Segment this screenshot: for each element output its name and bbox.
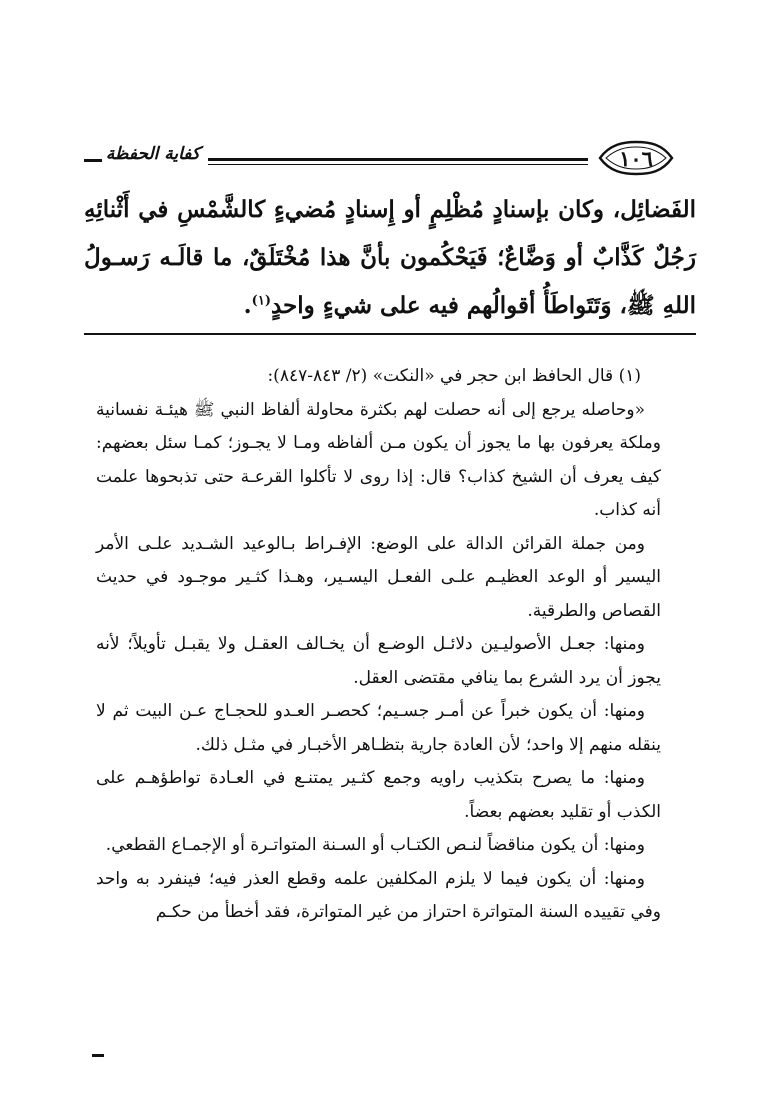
- header-rule: [208, 158, 588, 161]
- footnote-paragraph: ومن جملة القرائن الدالة على الوضع: الإفـراط بـالوعيد الشـديد علـى الأمر اليسير أو الوعد العظيـم علـى الفعـل اليسـير، وهـذا كثـير موجـود في حديث القصاص والطرقية.: [96, 533, 661, 621]
- book-title: كفاية الحفظة: [105, 144, 200, 164]
- header-dash: [84, 159, 102, 162]
- main-text: [84, 186, 696, 330]
- continuation-mark: [92, 1054, 104, 1057]
- footnotes: [96, 360, 661, 930]
- page-number: ١٠٦: [619, 146, 653, 171]
- footnote-paragraph: ومنها: أن يكون خبراً عن أمـر جسـيم؛ كحصـر العـدو للحجـاج عـن البيت ثم لا ينقله منهم إلا واحد؛ لأن العادة جارية بتظـاهر الأخبـار في مثـل ذلك.: [96, 701, 661, 755]
- footnote-paragraph: ومنها: ما يصرح بتكذيب راويه وجمع كثـير يمتنـع في العـادة تواطؤهـم على الكذب أو تقليد بعضهم بعضاً.: [96, 768, 661, 822]
- footnote-paragraph: ومنها: أن يكون مناقضاً لنـص الكتـاب أو السـنة المتواتـرة أو الإجمـاع القطعي.: [105, 835, 645, 855]
- main-paragraph-text: الفَضائِل، وكان بإسنادٍ مُظْلِمٍ أو إِسنادٍ مُضيءٍ كالشَّمْسِ في أَثْنائِهِ رَجُلٌ كَذَّابٌ أو وَضَّاعٌ؛ فَيَحْكُمون بأنَّ هذا مُخْتَلَقٌ، ما قالَـه رَسـولُ اللهِ ﷺ، وَتَتَواطَأُ أقوالُهم فيه على شيءٍ واحدٍ: [84, 196, 696, 319]
- page-number-badge: [596, 140, 676, 176]
- footnote-paragraph: ومنها: أن يكون فيما لا يلزم المكلفين علمه وقطع العذر فيه؛ فينفرد به واحد وفي تقييده السنة المتواترة احتراز من غير المتواترة، فقد أخطأ من حكـم: [96, 868, 661, 922]
- footnote-paragraph: «وحاصله يرجع إلى أنه حصلت لهم بكثرة محاولة ألفاظ النبي ﷺ هيئـة نفسانية وملكة يعرفون بها ما يجوز أن يكون مـن ألفاظه ومـا لا يجـوز؛ كمـا سئل بعضهم: كيف يعرف أن الشيخ كذاب؟ قال: إذا روى لا تأكلوا القرعـة حتى تذبحوها علمت أنه كذاب.: [96, 399, 661, 520]
- main-paragraph-end: .: [243, 292, 252, 319]
- page-header: [88, 140, 653, 180]
- footnote-heading: (١) قال الحافظ ابن حجر في «النكت» (٢/ ٨٤٣-٨٤٧):: [267, 366, 641, 386]
- footnote-reference[interactable]: (١): [251, 293, 271, 309]
- main-paragraph: [84, 186, 696, 330]
- footnote-separator: [84, 333, 696, 335]
- footnote-paragraph: ومنها: جعـل الأصوليـين دلائـل الوضـع أن يخـالف العقـل ولا يقبـل تأويلاً؛ لأنه يجوز أن يرد الشرع بما ينافي مقتضى العقل.: [96, 634, 661, 688]
- header-rule-thin: [208, 164, 588, 165]
